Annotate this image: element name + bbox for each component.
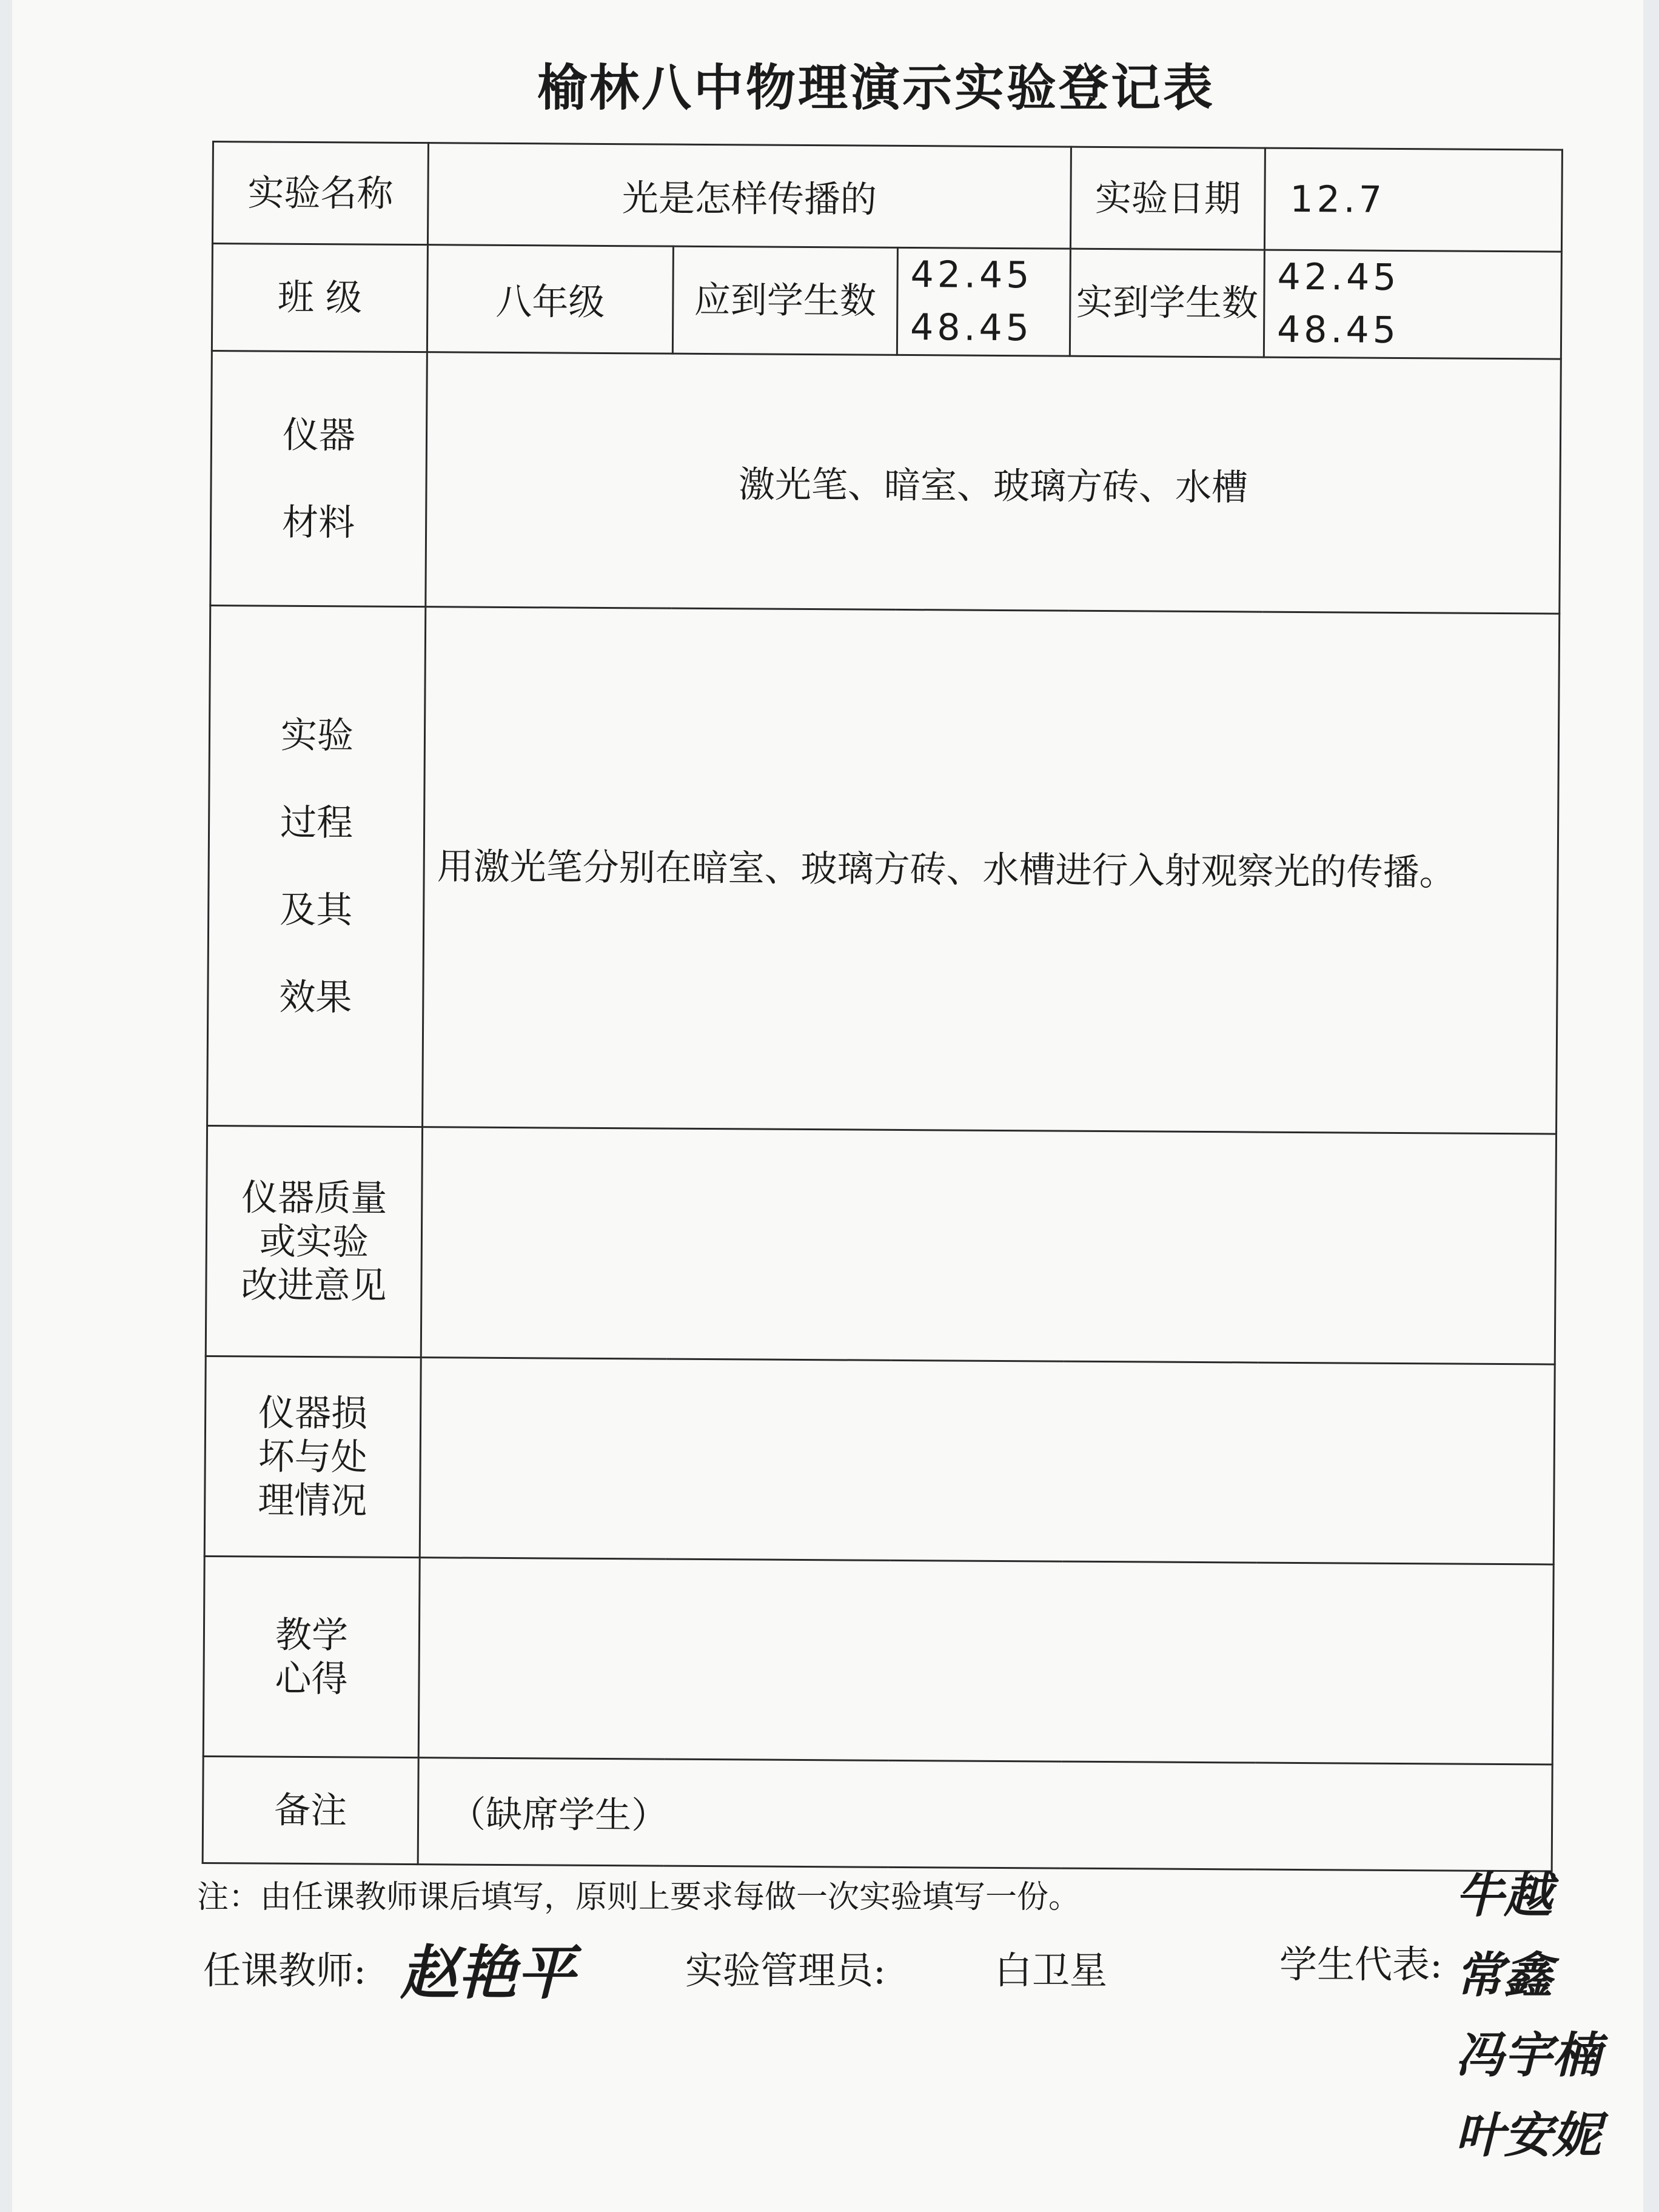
reflection-value[interactable]: [418, 1558, 1553, 1765]
experiment-name-label: 实验名称: [212, 142, 428, 245]
student-rep-label: 学生代表:: [1279, 1942, 1443, 1986]
reflection-label-line-2: 心得: [275, 1657, 348, 1700]
process-label-line-3: 及其: [280, 888, 353, 931]
actual-students-line-1: 42.45: [1277, 255, 1400, 299]
class-value[interactable]: 八年级: [427, 245, 673, 354]
student-rep-signature: 叶安妮: [1455, 2107, 1601, 2163]
row-damage: [204, 1356, 1555, 1564]
expected-students-value[interactable]: [897, 247, 1070, 356]
damage-label-line-2: 坏与处: [258, 1435, 367, 1479]
equipment-value[interactable]: 激光笔、暗室、玻璃方砖、水槽: [426, 352, 1561, 614]
form-footnote: 注：由任课教师课后填写，原则上要求每做一次实验填写一份。: [197, 1879, 1081, 1915]
equipment-label-line-2: 材料: [281, 501, 355, 544]
expected-students-line-2: 48.45: [910, 306, 1033, 350]
experiment-name-value[interactable]: 光是怎样传播的: [427, 143, 1071, 249]
experiment-date-label: 实验日期: [1070, 147, 1265, 250]
row-reflection: [203, 1556, 1553, 1765]
quality-label-line-3: 改进意见: [241, 1263, 387, 1307]
damage-label: [204, 1356, 421, 1557]
process-value[interactable]: 用激光笔分别在暗室、玻璃方砖、水槽进行入射观察光的传播。: [423, 607, 1560, 1134]
process-label-line-4: 效果: [279, 976, 352, 1019]
row-quality: [206, 1125, 1556, 1364]
row-class: [212, 244, 1561, 360]
form-paper: [12, 0, 1643, 2212]
form-title: 榆林八中物理演示实验登记表: [537, 59, 1215, 117]
equipment-label: [210, 351, 427, 607]
reflection-label-line-1: 教学: [275, 1614, 349, 1657]
quality-label: [206, 1125, 422, 1357]
row-remarks: [203, 1756, 1552, 1871]
teacher-label: 任课教师:: [203, 1948, 366, 1992]
row-equipment: [210, 351, 1561, 614]
remarks-label: 备注: [203, 1756, 418, 1864]
reflection-label: [203, 1556, 420, 1757]
registration-table: [202, 141, 1563, 1872]
teacher-signature: 赵艳平: [400, 1939, 575, 2007]
row-experiment-name: [212, 142, 1562, 252]
admin-label: 实验管理员:: [685, 1948, 886, 1992]
student-rep-list: [1455, 1855, 1601, 2176]
expected-students-line-1: 42.45: [910, 253, 1033, 297]
expected-students-label: 应到学生数: [672, 246, 897, 355]
damage-value[interactable]: [420, 1358, 1555, 1564]
admin-name: 白卫星: [994, 1948, 1108, 1992]
actual-students-value[interactable]: [1264, 250, 1561, 359]
class-label: 班 级: [212, 244, 427, 352]
actual-students-line-2: 48.45: [1276, 308, 1400, 352]
student-rep-signature: 牛越: [1455, 1867, 1552, 1923]
student-rep-signature: 常鑫: [1455, 1947, 1552, 2003]
remarks-value[interactable]: （缺席学生）: [418, 1758, 1552, 1871]
process-label-line-1: 实验: [280, 714, 354, 757]
equipment-label-line-1: 仪器: [282, 414, 356, 457]
experiment-date-value[interactable]: 12.7: [1264, 148, 1562, 252]
row-process: [207, 605, 1560, 1134]
actual-students-label: 实到学生数: [1070, 249, 1264, 357]
quality-value[interactable]: [421, 1127, 1556, 1364]
process-label-line-2: 过程: [280, 801, 354, 844]
damage-label-line-1: 仪器损: [258, 1392, 368, 1435]
damage-label-line-3: 理情况: [258, 1479, 367, 1523]
student-rep-signature: 冯宇楠: [1455, 2027, 1601, 2083]
process-label: [207, 605, 426, 1127]
quality-label-line-2: 或实验: [259, 1220, 369, 1264]
quality-label-line-1: 仪器质量: [241, 1176, 387, 1220]
